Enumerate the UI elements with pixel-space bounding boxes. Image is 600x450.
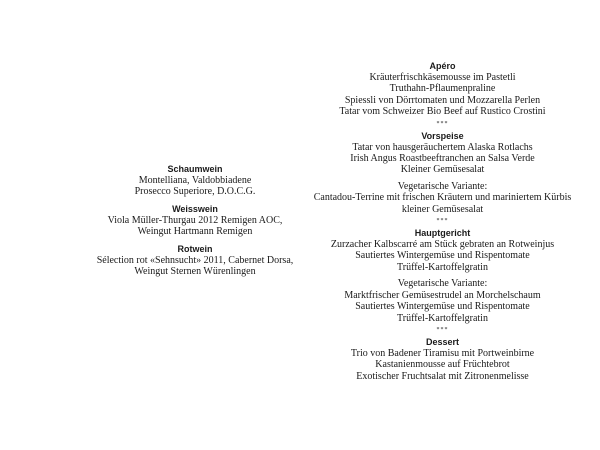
rotwein-line: Sélection rot «Sehnsucht» 2011, Cabernet Dorsa, <box>96 254 294 266</box>
wine-list <box>60 163 330 277</box>
vorspeise-item: Tatar von hausgeräuchertem Alaska Rotlachs <box>352 141 533 153</box>
hauptgericht-variant-label: Vegetarische Variante: <box>397 278 488 290</box>
schaumwein-line: Montelliana, Valdobbiadene <box>138 175 252 186</box>
hauptgericht-item: Trüffel-Kartoffelgratin <box>397 261 488 273</box>
weisswein-line: Viola Müller-Thurgau 2012 Remigen AOC, <box>107 214 283 226</box>
hauptgericht-item: Sautiertes Wintergemüse und Rispentomate <box>355 250 530 262</box>
rotwein-line: Weingut Sternen Würenlingen <box>134 266 256 278</box>
hauptgericht-variant-item: Trüffel-Kartoffelgratin <box>397 312 488 324</box>
vorspeise-item: Kleiner Gemüsesalat <box>400 164 485 176</box>
hauptgericht-item: Zurzacher Kalbscarré am Stück gebraten an Rotweinjus <box>330 239 555 251</box>
course-separator: *** <box>436 326 449 333</box>
apero-item: Truthahn-Pflaumenpraline <box>389 83 496 95</box>
hauptgericht-variant-item: Sautiertes Wintergemüse und Rispentomate <box>355 301 530 313</box>
apero-item: Tatar vom Schweizer Bio Beef auf Rustico Crostini <box>339 106 546 118</box>
dessert-heading: Dessert <box>425 336 460 347</box>
vorspeise-heading: Vorspeise <box>421 130 464 141</box>
dessert-item: Exotischer Fruchtsalat mit Zitronenmelisse <box>356 370 529 382</box>
menu-courses <box>300 60 585 382</box>
apero-heading: Apéro <box>429 61 456 71</box>
course-separator: *** <box>436 218 449 225</box>
dessert-item: Trio von Badener Tiramisu mit Portweinbirne <box>350 347 535 359</box>
rotwein-heading: Rotwein <box>177 243 213 254</box>
weisswein-heading: Weisswein <box>172 203 218 214</box>
apero-item: Kräuterfrischkäsemousse im Pastetli <box>369 72 516 83</box>
vorspeise-item: Irish Angus Roastbeeftranchen an Salsa Verde <box>350 153 535 165</box>
schaumwein-line: Prosecco Superiore, D.O.C.G. <box>134 186 256 198</box>
course-separator: *** <box>436 120 449 127</box>
apero-item: Spiessli von Dörrtomaten und Mozzarella Perlen <box>344 94 541 106</box>
vorspeise-variant-item: kleiner Gemüsesalat <box>401 203 484 215</box>
hauptgericht-variant-item: Marktfrischer Gemüsestrudel an Morchelschaum <box>344 289 541 301</box>
hauptgericht-heading: Hauptgericht <box>414 228 471 239</box>
schaumwein-heading: Schaumwein <box>167 164 223 174</box>
weisswein-line: Weingut Hartmann Remigen <box>137 226 253 238</box>
dessert-item: Kastanienmousse auf Früchtebrot <box>375 359 510 371</box>
vorspeise-variant-label: Vegetarische Variante: <box>397 180 488 192</box>
vorspeise-variant-item: Cantadou-Terrine mit frischen Kräutern und mariniertem Kürbis <box>313 192 572 204</box>
